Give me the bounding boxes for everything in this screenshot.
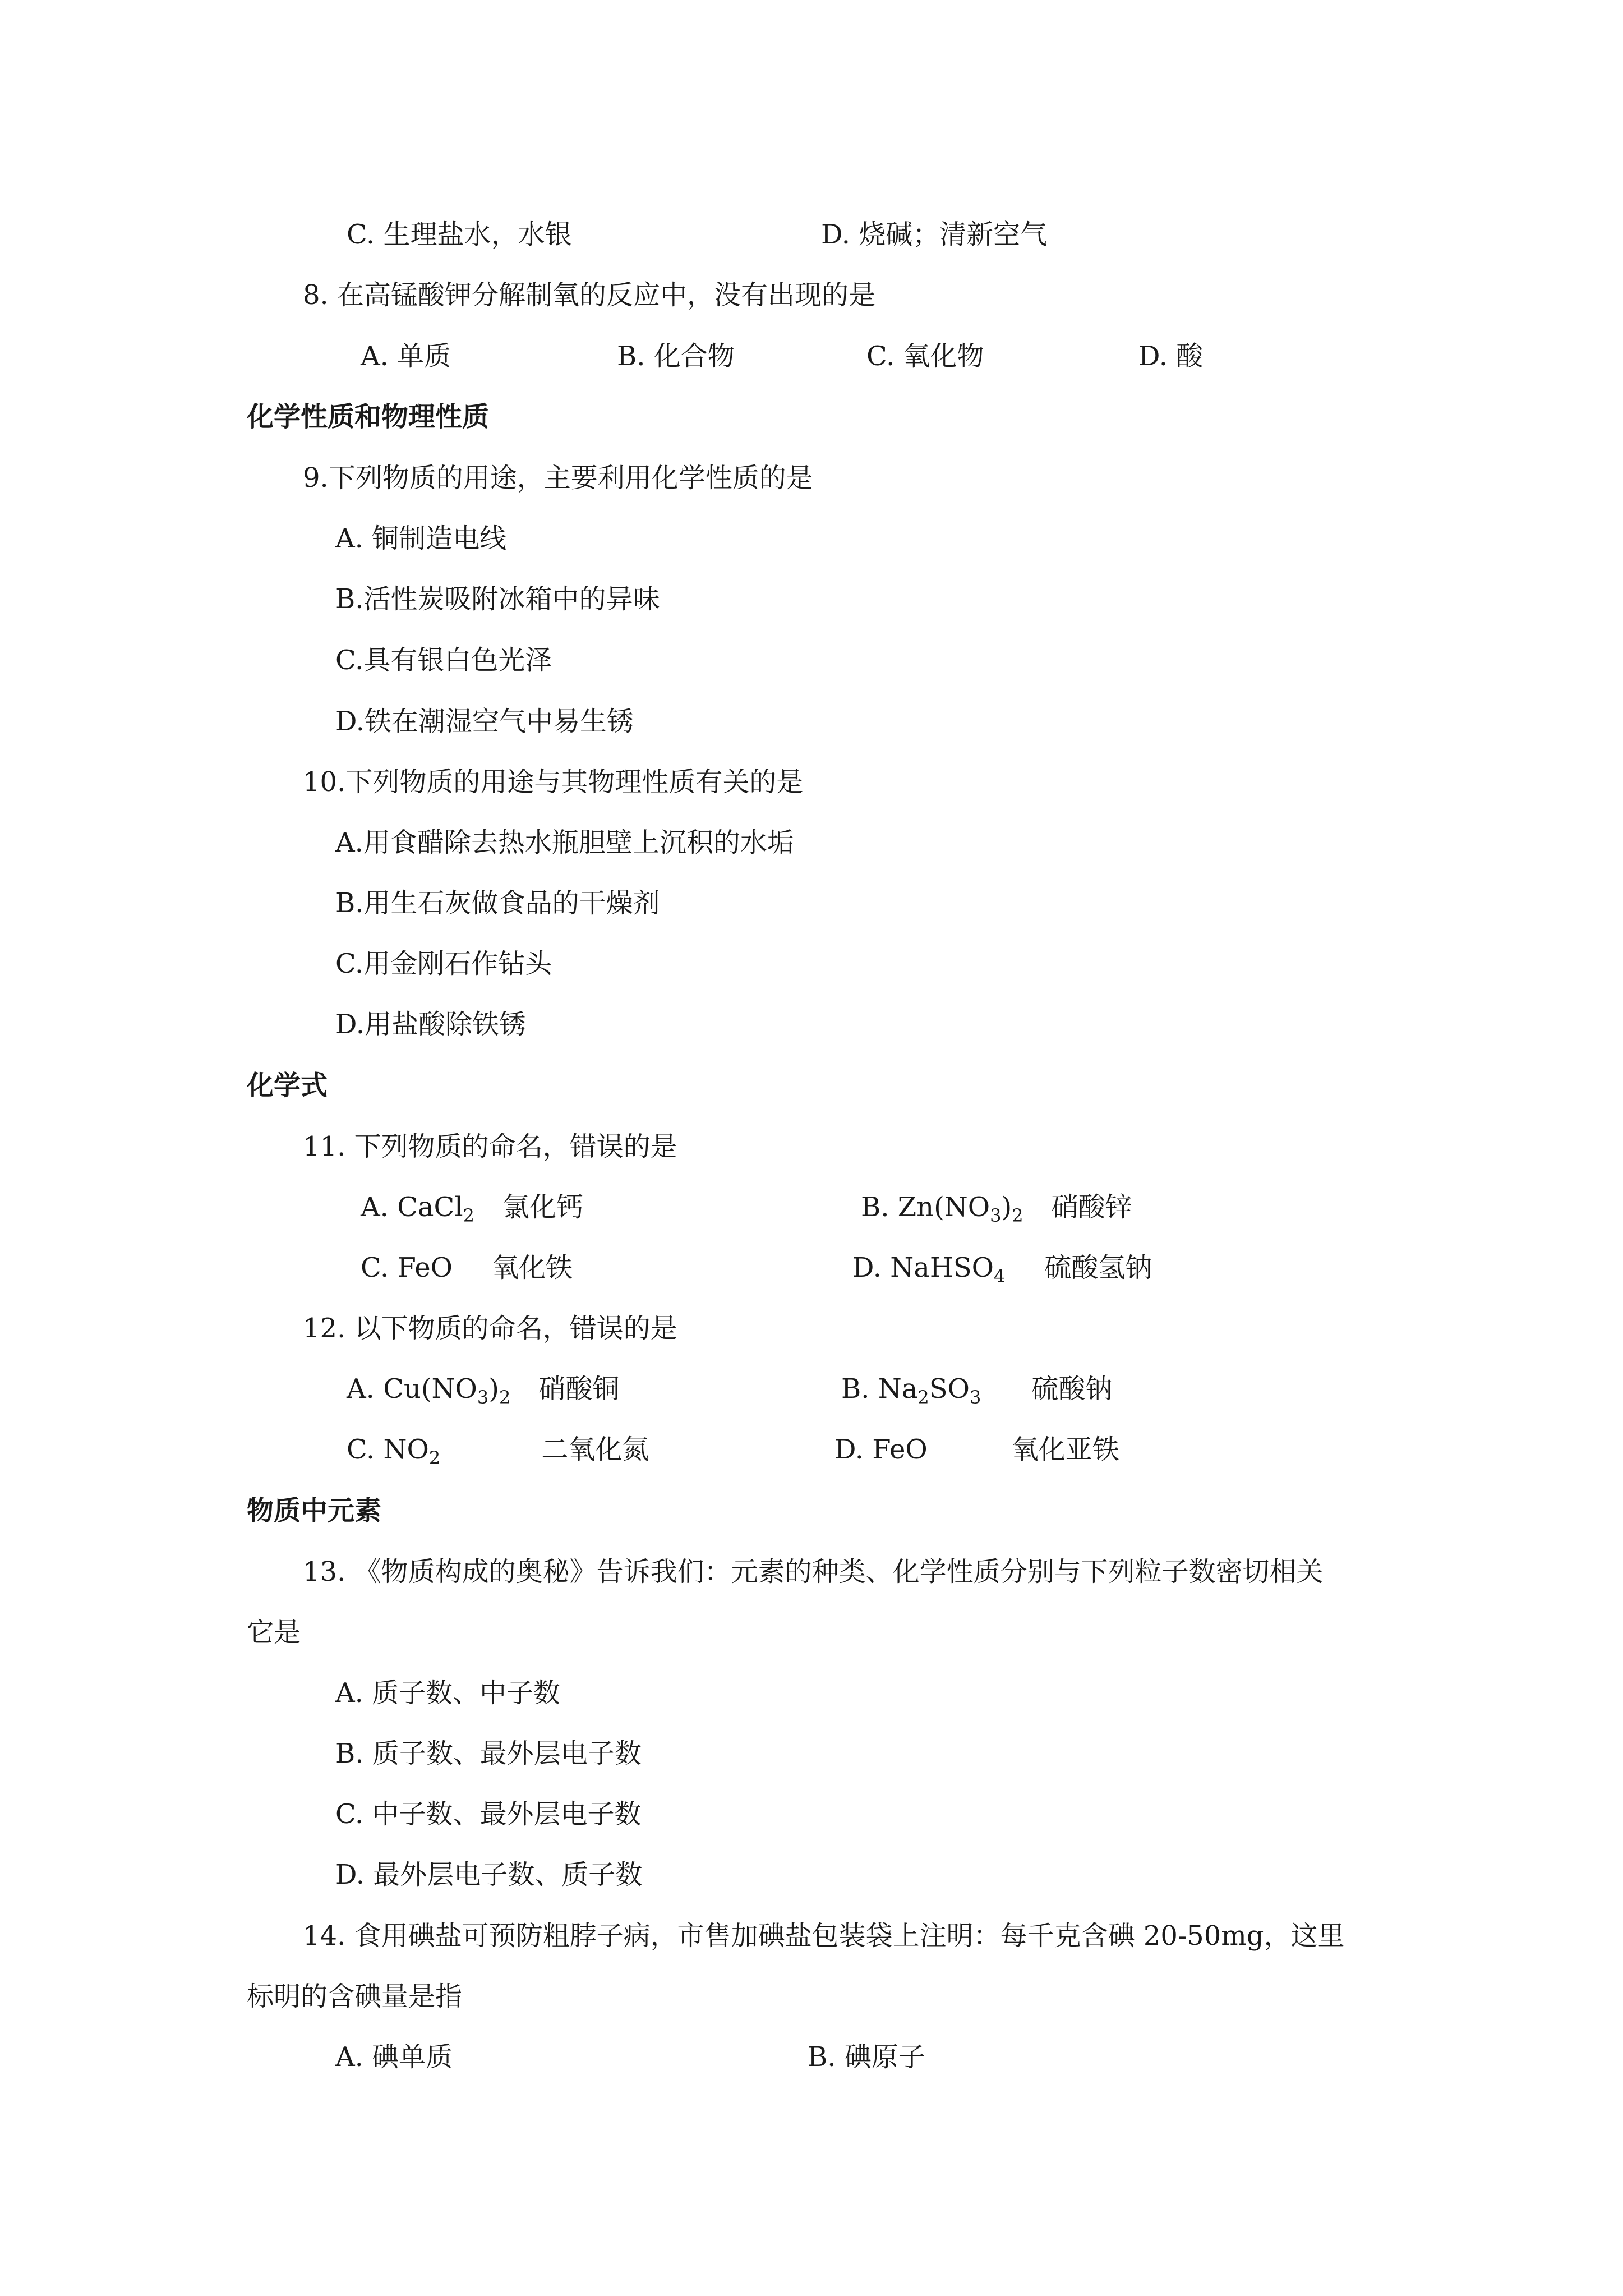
q14-stem-line2: 标明的含碘量是指 [247,1981,463,2012]
q8-stem: 8. 在高锰酸钾分解制氧的反应中，没有出现的是 [303,279,876,311]
q10-option-d: D.用盐酸除铁锈 [335,1009,527,1040]
section-heading-properties: 化学性质和物理性质 [247,401,490,432]
section-heading-formulas: 化学式 [247,1070,328,1101]
q13-stem-line1: 13. 《物质构成的奥秘》告诉我们：元素的种类、化学性质分别与下列粒子数密切相关 [303,1556,1324,1588]
q12-stem: 12. 以下物质的命名，错误的是 [303,1313,677,1344]
q9-stem: 9.下列物质的用途，主要利用化学性质的是 [303,462,813,494]
q7-option-d: D. 烧碱；清新空气 [821,219,1048,250]
q13-option-c: C. 中子数、最外层电子数 [335,1798,642,1830]
q9-option-d: D.铁在潮湿空气中易生锈 [335,706,634,737]
q12-option-d: D. FeO 氧化亚铁 [834,1434,1119,1465]
q13-stem-line2: 它是 [247,1617,301,1648]
q10-option-b: B.用生石灰做食品的干燥剂 [335,887,660,919]
q8-option-b: B. 化合物 [617,341,735,372]
q14-option-a: A. 碘单质 [335,2041,453,2073]
q10-option-a: A.用食醋除去热水瓶胆壁上沉积的水垢 [335,827,794,858]
q12-option-c: C. $NO_2$ 二氧化氮 [347,1434,649,1469]
q10-option-c: C.用金刚石作钻头 [335,948,552,979]
q13-option-a: A. 质子数、中子数 [335,1677,561,1709]
q11-option-c: C. FeO 氧化铁 [361,1252,573,1283]
q11-option-b: B. $Zn(NO_3)_2$ 硝酸锌 [861,1191,1132,1226]
q8-option-c: C. 氧化物 [866,341,984,372]
q12-option-a: A. $Cu(NO_3)_2$ 硝酸铜 [347,1373,620,1408]
q13-option-d: D. 最外层电子数、质子数 [335,1859,643,1890]
section-heading-elements: 物质中元素 [247,1495,382,1526]
q9-option-a: A. 铜制造电线 [335,523,507,554]
q14-option-b: B. 碘原子 [808,2041,925,2073]
q8-option-a: A. 单质 [361,341,451,372]
q7-option-c: C. 生理盐水，水银 [347,219,572,250]
q9-option-c: C.具有银白色光泽 [335,645,552,676]
q12-option-b: B. $Na_2SO_3$ 硫酸钠 [841,1373,1113,1408]
q10-stem: 10.下列物质的用途与其物理性质有关的是 [303,766,804,798]
q9-option-b: B.活性炭吸附冰箱中的异味 [335,583,660,615]
q14-stem-line1: 14. 食用碘盐可预防粗脖子病，市售加碘盐包装袋上注明：每千克含碘 20-50mg，这里 [303,1920,1345,1952]
q8-option-d: D. 酸 [1138,341,1204,372]
q13-option-b: B. 质子数、最外层电子数 [335,1738,642,1769]
q11-option-d: D. NaHSO$_4$ 硫酸氢钠 [852,1252,1152,1287]
q11-option-a: A. CaCl$_2$ 氯化钙 [361,1191,583,1226]
q11-stem: 11. 下列物质的命名，错误的是 [303,1131,677,1162]
